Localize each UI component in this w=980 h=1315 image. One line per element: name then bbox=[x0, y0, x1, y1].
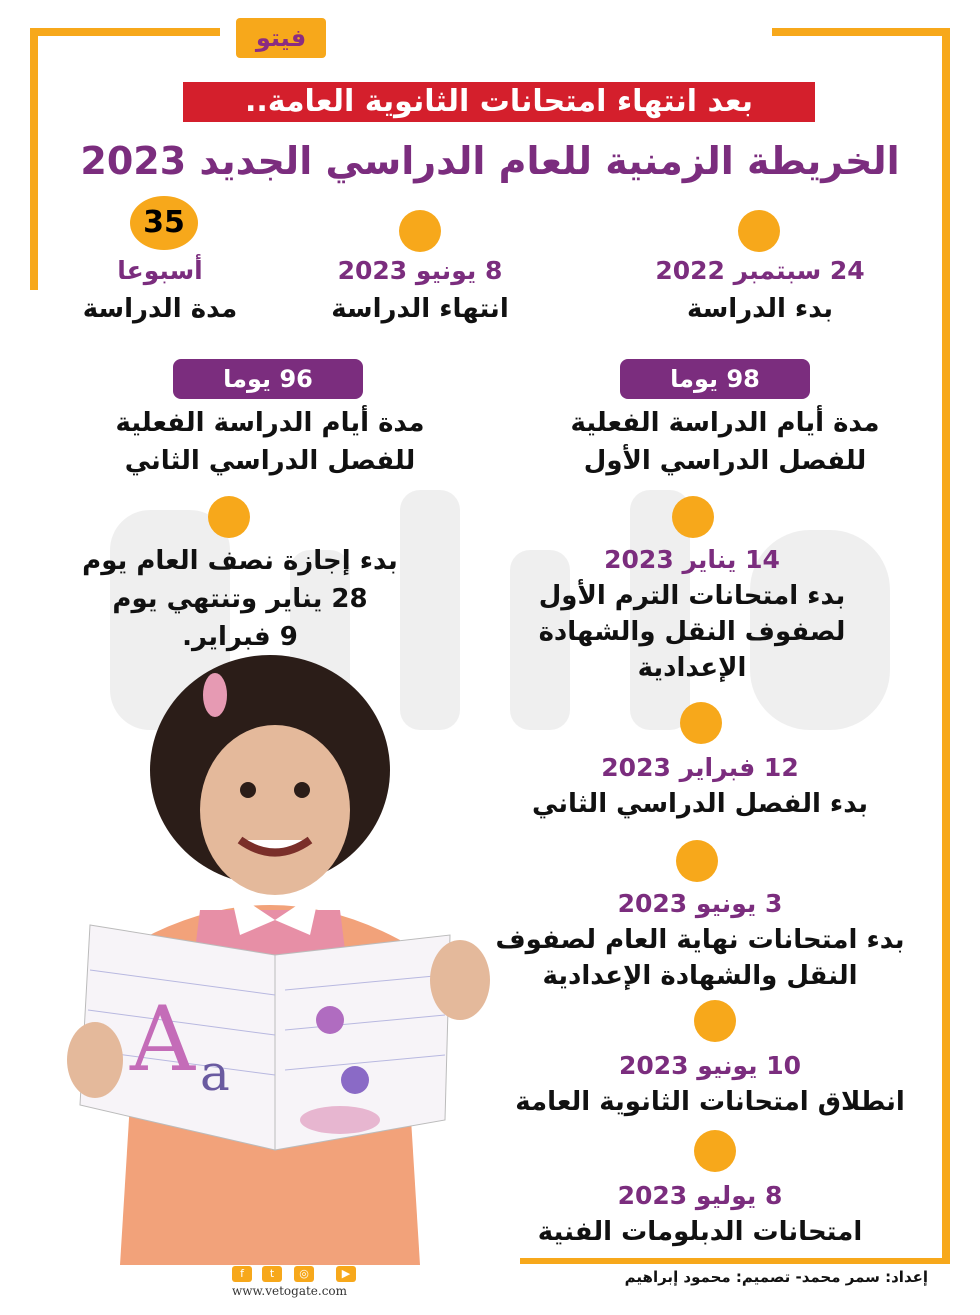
timeline-dot-5 bbox=[694, 1130, 736, 1172]
midyear-line3: 9 فبراير. bbox=[182, 622, 298, 652]
child-with-notebook-photo bbox=[60, 650, 520, 1265]
timeline-text: النقل والشهادة الإعدادية bbox=[542, 961, 858, 991]
timeline-date: 14 يناير 2023 bbox=[604, 545, 780, 574]
timeline-item bbox=[492, 542, 892, 686]
timeline-item bbox=[500, 1178, 900, 1250]
midyear-line2: 28 يناير وتنتهي يوم bbox=[112, 584, 368, 614]
frame-top-right bbox=[772, 28, 950, 36]
timeline-text: انطلاق امتحانات الثانوية العامة bbox=[515, 1087, 905, 1117]
second-term-line1: مدة أيام الدراسة الفعلية bbox=[115, 408, 425, 438]
header-kicker: بعد انتهاء امتحانات الثانوية العامة.. bbox=[183, 82, 815, 122]
timeline-date: 12 فبراير 2023 bbox=[601, 753, 799, 782]
start-date: 24 سبتمبر 2022 bbox=[655, 256, 865, 285]
first-term-line2: للفصل الدراسي الأول bbox=[583, 446, 867, 476]
midyear-line1: بدء إجازة نصف العام يوم bbox=[82, 546, 398, 576]
instagram-icon[interactable]: ◎ bbox=[294, 1266, 314, 1282]
duration-unit: أسبوعا bbox=[117, 256, 203, 285]
second-term-line2: للفصل الدراسي الثاني bbox=[124, 446, 416, 476]
frame-right bbox=[942, 28, 950, 1263]
svg-text:a: a bbox=[200, 1044, 230, 1102]
start-dot bbox=[738, 210, 780, 252]
timeline-text: بدء امتحانات الترم الأول bbox=[538, 581, 846, 611]
youtube-icon[interactable]: ▶ bbox=[336, 1266, 356, 1282]
timeline-text: الإعدادية bbox=[637, 653, 747, 683]
first-term-days: 98 يوما bbox=[620, 359, 810, 399]
frame-left-top bbox=[30, 28, 38, 290]
end-dot bbox=[399, 210, 441, 252]
twitter-icon[interactable]: t bbox=[262, 1266, 282, 1282]
timeline-date: 3 يونيو 2023 bbox=[617, 889, 783, 918]
timeline-text: لصفوف النقل والشهادة bbox=[538, 617, 846, 647]
frame-top-left bbox=[30, 28, 220, 36]
page-title: الخريطة الزمنية للعام الدراسي الجديد 2023 bbox=[80, 139, 900, 183]
timeline-text: امتحانات الدبلومات الفنية bbox=[537, 1217, 863, 1247]
timeline-dot-1 bbox=[672, 496, 714, 538]
timeline-dot-3 bbox=[676, 840, 718, 882]
timeline-text: بدء امتحانات نهاية العام لصفوف bbox=[495, 925, 905, 955]
duration-weeks-value: 35 bbox=[130, 196, 198, 250]
timeline-item bbox=[460, 886, 940, 994]
timeline-date: 10 يونيو 2023 bbox=[618, 1051, 802, 1080]
timeline-dot-4 bbox=[694, 1000, 736, 1042]
end-label: انتهاء الدراسة bbox=[331, 294, 509, 324]
svg-text:A: A bbox=[130, 987, 195, 1092]
second-term-days: 96 يوما bbox=[173, 359, 363, 399]
footer-credit: إعداد: سمر محمد- تصميم: محمود إبراهيم bbox=[624, 1268, 928, 1286]
duration-label: مدة الدراسة bbox=[82, 294, 238, 324]
brand-logo bbox=[236, 18, 326, 58]
brand-logo-text: فيتو bbox=[255, 24, 307, 52]
timeline-date: 8 يوليو 2023 bbox=[617, 1181, 783, 1210]
end-date: 8 يونيو 2023 bbox=[337, 256, 503, 285]
footer-site-url[interactable]: www.vetogate.com bbox=[232, 1284, 348, 1298]
first-term-line1: مدة أيام الدراسة الفعلية bbox=[570, 408, 880, 438]
timeline-dot-2 bbox=[680, 702, 722, 744]
facebook-icon[interactable]: f bbox=[232, 1266, 252, 1282]
timeline-text: بدء الفصل الدراسي الثاني bbox=[531, 789, 868, 819]
timeline-item bbox=[480, 1048, 940, 1120]
midyear-dot bbox=[208, 496, 250, 538]
start-label: بدء الدراسة bbox=[686, 294, 834, 324]
timeline-item bbox=[500, 750, 900, 822]
frame-bottom-right bbox=[520, 1258, 950, 1264]
